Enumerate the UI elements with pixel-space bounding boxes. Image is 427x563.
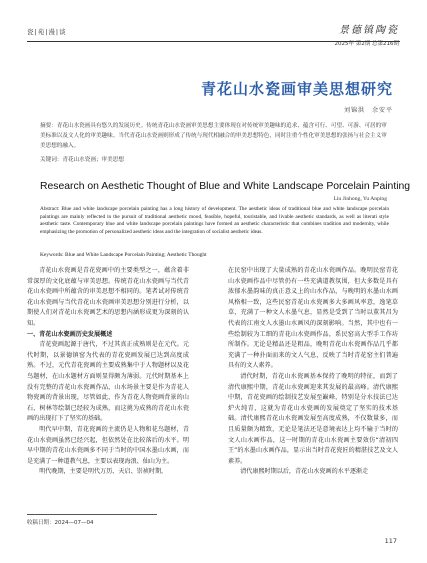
paragraph: 青花山水瓷画是青花瓷画中的主要类型之一，蕴含着非常深厚的文化底蕴与审美思想。传统青花山水瓷画与当代青花山水瓷画中所蕴含的审美思想不相同的。笔者试对传统青花山水瓷画与当代青花山水瓷画审美思想分别进行分析，以期使人们对青花山水瓷画艺术的思想内涵形成更为深刻的认知。 [27,267,189,327]
received-date: 收稿日期：2024—07—04 [27,520,94,526]
authors-en: Liu Jinhong, Yu Anping [333,196,387,202]
abstract-cn [40,121,387,151]
issue-info: 2025年 第2期 总第216期 [334,41,399,47]
header-rule [27,41,400,42]
body-column-left [27,266,189,478]
authors-cn: 刘锦洪 余安平 [343,107,393,114]
section-heading: 一、青花山水瓷画历史发展概述 [27,330,113,338]
abstract-en: Abstract: Blue and white landscape porcelain painting has a long history of development. The aesthetic ideas of traditional blue and white landscape porcelain paintings are mainly reflected in the pursuit of traditional aesthetic mood, feasible, hopeful, touristable, and livable aesthetic standards, as well as literati style aesthetic taste. Contemporary blue and white landscape porcelain paintings have formed an aesthetic characteristic that combines tradition and modernity, while emphasizing the promotion of personalized aesthetic ideas and the integration of socialist aesthetic ideas. [40,206,389,235]
paragraph: 明代早中期，青花瓷画的主流仍是人物和花鸟题材，青花山水瓷画虽然已经兴起，但依然处在比较落后的水平。明早中期的青花山水瓷画多不同于当时的中国水墨山水画，而是充满了一种道教气息，主要以表现海浪、仙山为主。 [27,425,189,465]
footnote-rule [27,514,157,515]
keywords-en: Keywords: Blue and White Landscape Porcelain Painting; Aesthetic Thought [40,252,207,258]
section-label: 瓷|苑|漫|谈 [27,28,67,36]
abstract-cn-text: 摘要：青花山水瓷画具有悠久的发展历史。传统青花山水瓷画审美思想主要体现在对传统审美趣味的追求、蕴含可行、可望、可游、可居的审美标准以及文人化的审美趣味。当代青花山水瓷画则形成了传统与现代相融合的审美思想特色，同时注重个性化审美思想的张扬与社会主义审美思想的融入。 [40,123,387,149]
page-number: 117 [384,537,397,545]
article-title-en: Research on Aesthetic Thought of Blue and White Landscape Porcelain Painting [40,181,411,192]
journal-header [335,21,400,47]
paragraph: 在民窑中出现了大量成熟的青花山水瓷画作品。晚明民窑青花山水瓷画作品中尽管仍有一些充满道教氛围，但大多数是具有浓郁水墨韵味的真正意义上的山水作品，与晚明的水墨山水画风格相一致，这些民窑青花山水瓷画多大多画风率意，逸笔草草，充满了一种文人水墨气息，显然是受到了当时以董其昌为代表的江南文人水墨山水画风的深刻影响。当然，其中也有一些绘制较为工细的青花山水瓷画作品，系民窑高大型手工作坊所制作。无论是精品还是粗品，晚明青花山水瓷画作品几乎都充满了一种扑面而来的文人气息，反映了当时青花窑主们普遍具有的文人素养。 [228,267,398,370]
keywords-cn: 关键词：青花山水瓷画；审美思想 [40,157,124,163]
body-column-right [228,266,398,478]
journal-title: 景德镇陶瓷 [339,25,399,36]
paragraph: 清代康熙时期以后，青花山水瓷画的水平逐渐走 [240,468,369,476]
paragraph: 青花瓷画起源于唐代，不过其真正成熟则是在元代。元代时期，以景德镇窑为代表的青花瓷画发展已达到高度成熟。不过，元代青花瓷画的主要成熟集中于人物题材以及花鸟题材，在山水题材方面则显得颇为薄弱。元代时期基本上没有完整的青花山水瓷画作品，山水场景主要是作为青花人物瓷画的背景出现，尽管如此，作为青花人物瓷画背景的山石、树林等绘制已经较为成熟，而这挑为成熟的青花山水瓷画的出现打下了坚实的基础。 [27,341,189,423]
paragraph: 清代时期，青花山水瓷画基本保持了晚明的特征，而到了清代康熙中期，青花山水瓷画迎来其发展的最高峰。清代康熙中期，青花瓷画的绘制技艺发展至巅峰，特别是分水技法已达炉火纯青，这就为青花山水瓷画的发展奠定了坚实的技术基础。清代康熙青花山水瓷画发展至高度成熟，不仅数量多，而且质量颇为精致，无论是笔法还是意境表达上均不输于当时的文人山水画作品，这一时期的青花山水瓷画主要效仿“清初四王”的水墨山水画作品，显示出当时青花瓷匠的精湛技艺及文人素养。 [228,372,398,465]
article-title-cn: 青花山水瓷画审美思想研究 [200,80,393,98]
paragraph: 明代晚期，主要是明代万历、天启、崇祯时期， [39,468,168,476]
